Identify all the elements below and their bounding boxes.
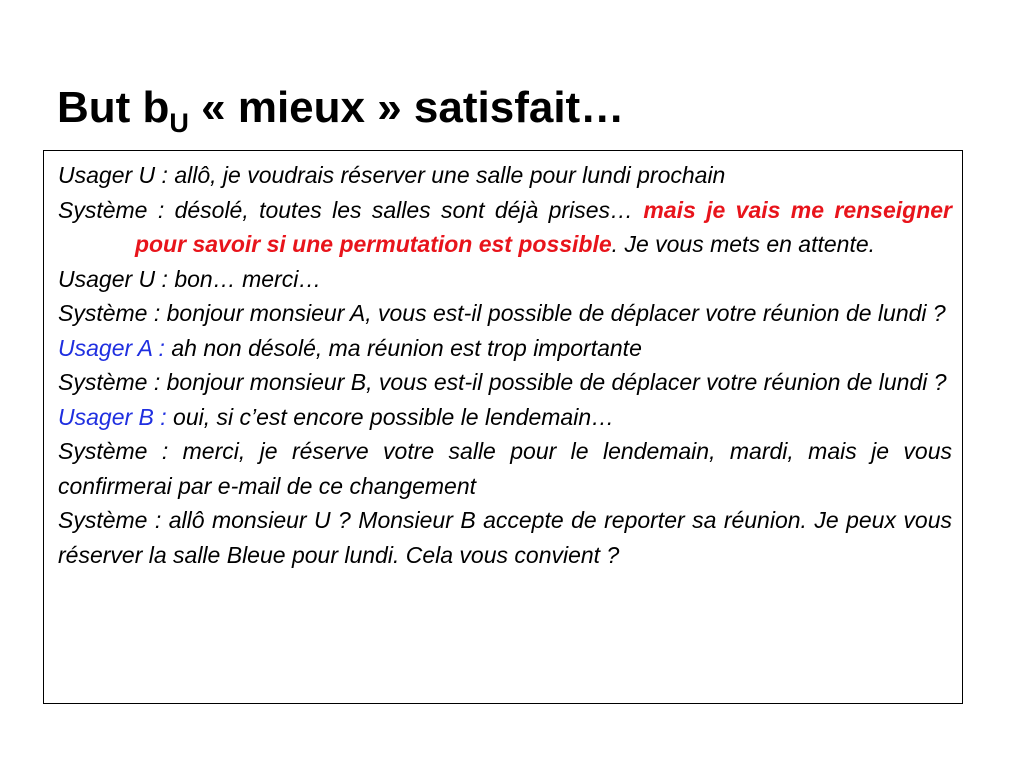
dialog-text: Système : désolé, toutes les salles sont déjà prises…	[58, 196, 644, 223]
title-rest: « mieux » satisfait…	[188, 83, 625, 132]
dialog-text: Système : merci, je réserve votre salle pour le lendemain, mardi, mais je vous confirmerai par e-mail de ce changement	[58, 438, 952, 499]
dialog-line-1	[58, 158, 952, 193]
dialog-text: Usager U : bon… merci…	[58, 265, 322, 292]
dialog-text: Système : bonjour monsieur B, vous est-il possible de déplacer votre réunion de lundi ?	[58, 369, 947, 395]
dialog-line-5	[58, 331, 952, 366]
dialog-text: ah non désolé, ma réunion est trop importante	[171, 334, 642, 361]
dialog-text: oui, si c’est encore possible le lendemain…	[173, 403, 615, 430]
emphasis-text: mais je vais me renseigner pour savoir si une permutation est possible	[134, 196, 952, 257]
dialog-text: Système : bonjour monsieur A, vous est-il possible de déplacer votre réunion de lundi ?	[58, 300, 946, 326]
dialog-line-4	[58, 296, 952, 331]
speaker-label: Usager B :	[58, 403, 174, 430]
dialog-box	[43, 150, 963, 704]
dialog-text: . Je vous mets en attente.	[611, 231, 876, 257]
dialog-line-9	[58, 503, 952, 572]
dialog-line-8	[58, 434, 952, 503]
speaker-label: Usager A :	[58, 334, 172, 361]
slide-title	[57, 80, 624, 136]
dialog-line-7	[58, 400, 952, 435]
dialog-text: Usager U : allô, je voudrais réserver une salle pour lundi prochain	[58, 162, 726, 188]
title-main: But b	[57, 83, 170, 132]
dialog-line-6	[58, 365, 952, 400]
title-subscript: U	[169, 108, 189, 138]
dialog-text: Système : allô monsieur U ? Monsieur B accepte de reporter sa réunion. Je peux vous réserver la salle Bleue pour lundi. Cela vous convient ?	[58, 507, 952, 568]
dialog-line-3	[58, 262, 952, 297]
dialog-line-2	[58, 193, 952, 262]
